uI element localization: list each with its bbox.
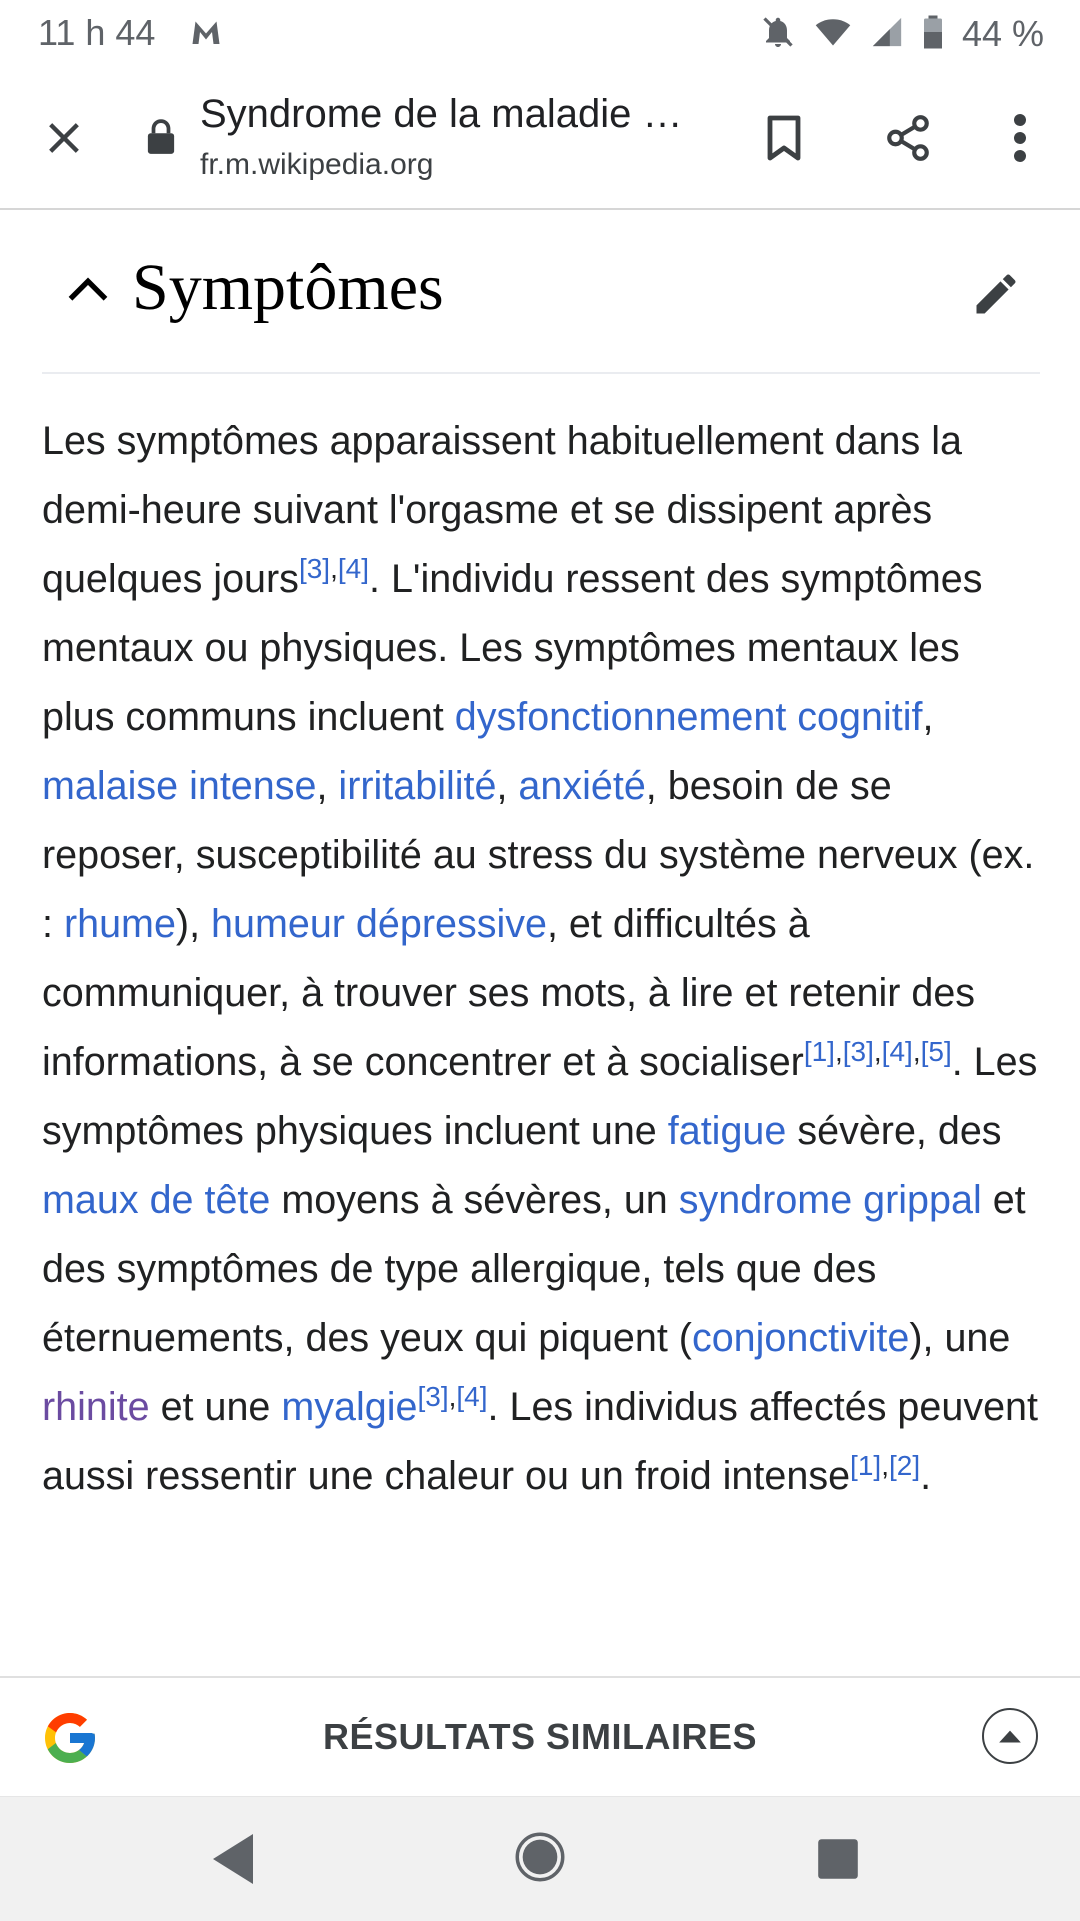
link-irritabilite[interactable]: irritabilité — [338, 764, 497, 808]
more-options-button[interactable] — [988, 106, 1052, 170]
ref-separator: , — [881, 1449, 889, 1481]
reference-link[interactable]: [4] — [337, 552, 369, 584]
wifi-icon — [814, 14, 852, 55]
ref-separator: , — [873, 1035, 882, 1067]
text-run: ), — [175, 902, 212, 946]
signal-icon — [870, 14, 904, 55]
reference-link[interactable]: [3] — [842, 1035, 874, 1067]
ref-separator: , — [330, 552, 338, 584]
link-humeur-depressive[interactable]: humeur dépressive — [211, 902, 547, 946]
pencil-icon — [970, 268, 1022, 320]
text-run: , — [496, 764, 519, 808]
text-run: et une — [149, 1385, 282, 1429]
ref-separator: , — [912, 1035, 921, 1067]
link-rhinite[interactable]: rhinite — [42, 1385, 150, 1429]
ref-group — [804, 1036, 952, 1067]
text-run: Les symptômes apparaissent habituellement dans la demi-heure suivant l'orgasme et se dissipent après quelques jours — [42, 419, 962, 601]
ref-group — [417, 1381, 487, 1412]
section-header — [42, 210, 1040, 374]
collapse-section-button[interactable] — [60, 262, 116, 318]
status-icons — [760, 12, 1044, 56]
battery-percentage: 44 % — [961, 13, 1044, 54]
app-notification-icon — [188, 14, 224, 55]
reference-link[interactable]: [2] — [888, 1449, 921, 1481]
link-syndrome-grippal[interactable]: syndrome grippal — [678, 1178, 982, 1222]
text-run: , — [922, 695, 934, 739]
navigation-bar — [0, 1796, 1080, 1921]
custom-tab-toolbar — [0, 66, 1080, 210]
edit-section-button[interactable] — [966, 264, 1026, 324]
status-bar — [0, 0, 1080, 66]
close-tab-button[interactable] — [32, 106, 96, 170]
expand-related-button[interactable] — [982, 1708, 1038, 1764]
link-rhume[interactable]: rhume — [63, 902, 176, 946]
chevron-up-icon — [67, 277, 109, 303]
link-myalgie[interactable]: myalgie — [281, 1385, 418, 1429]
recents-button[interactable] — [816, 1837, 860, 1886]
text-run: , — [316, 764, 339, 808]
text-run: . — [920, 1454, 932, 1498]
more-vert-icon — [1012, 114, 1028, 162]
article-body — [42, 407, 1042, 1511]
related-results-bar[interactable] — [0, 1676, 1080, 1796]
link-dysfonctionnement-cognitif[interactable]: dysfonctionnement cognitif — [454, 695, 923, 739]
status-time: 11 h 44 — [38, 12, 156, 53]
page-url[interactable]: fr.m.wikipedia.org — [200, 148, 434, 181]
link-fatigue[interactable]: fatigue — [667, 1109, 787, 1153]
reference-link[interactable]: [1] — [803, 1035, 835, 1067]
share-icon — [883, 113, 933, 163]
page-title[interactable]: Syndrome de la maladie … — [200, 92, 683, 136]
notifications-off-icon — [760, 14, 796, 55]
section-title: Symptômes — [132, 251, 444, 324]
text-run: , et difficultés à communiquer, à trouver ses mots, à lire et retenir des informations, à se concentrer et à socialiser — [42, 902, 976, 1084]
share-button[interactable] — [876, 106, 940, 170]
back-icon — [208, 1831, 258, 1887]
home-icon — [514, 1831, 566, 1883]
reference-link[interactable]: [5] — [920, 1035, 952, 1067]
text-run: . Les individus affectés peuvent aussi ressentir une chaleur ou un froid intense — [42, 1385, 1038, 1498]
ref-separator: , — [834, 1035, 843, 1067]
ref-group — [850, 1450, 920, 1481]
symptoms-paragraph — [42, 407, 1042, 1511]
reference-link[interactable]: [4] — [456, 1380, 488, 1412]
bookmark-button[interactable] — [752, 106, 816, 170]
link-anxiete[interactable]: anxiété — [518, 764, 646, 808]
reference-link[interactable]: [3] — [417, 1380, 449, 1412]
reference-link[interactable]: [1] — [850, 1449, 882, 1481]
expand-up-icon — [997, 1727, 1023, 1745]
ref-separator: , — [448, 1380, 457, 1412]
battery-icon — [922, 14, 944, 55]
text-run: sévère, des — [786, 1109, 1002, 1153]
close-icon — [44, 118, 84, 158]
ref-group — [299, 553, 369, 584]
lock-icon[interactable] — [146, 118, 176, 161]
text-run: moyens à sévères, un — [270, 1178, 679, 1222]
text-run: , besoin de se reposer, susceptibilité au stress du système nerveux (ex. : — [42, 764, 1035, 946]
related-results-label[interactable]: RÉSULTATS SIMILAIRES — [322, 1716, 757, 1757]
reference-link[interactable]: [4] — [881, 1035, 913, 1067]
text-run: ), une — [909, 1316, 1011, 1360]
text-run: . L'individu ressent des symptômes mentaux ou physiques. Les symptômes mentaux les plus communs incluent — [42, 557, 983, 739]
bookmark-icon — [764, 114, 804, 162]
home-button[interactable] — [514, 1831, 566, 1888]
text-run: et des symptômes de type allergique, tels que des éternuements, des yeux qui piquent ( — [42, 1178, 1026, 1360]
link-conjonctivite[interactable]: conjonctivite — [691, 1316, 910, 1360]
text-run: . Les symptômes physiques incluent une — [42, 1040, 1038, 1153]
recents-icon — [816, 1837, 860, 1881]
reference-link[interactable]: [3] — [298, 552, 331, 584]
link-malaise-intense[interactable]: malaise intense — [42, 764, 317, 808]
link-maux-de-tete[interactable]: maux de tête — [42, 1178, 271, 1222]
back-button[interactable] — [208, 1831, 258, 1892]
